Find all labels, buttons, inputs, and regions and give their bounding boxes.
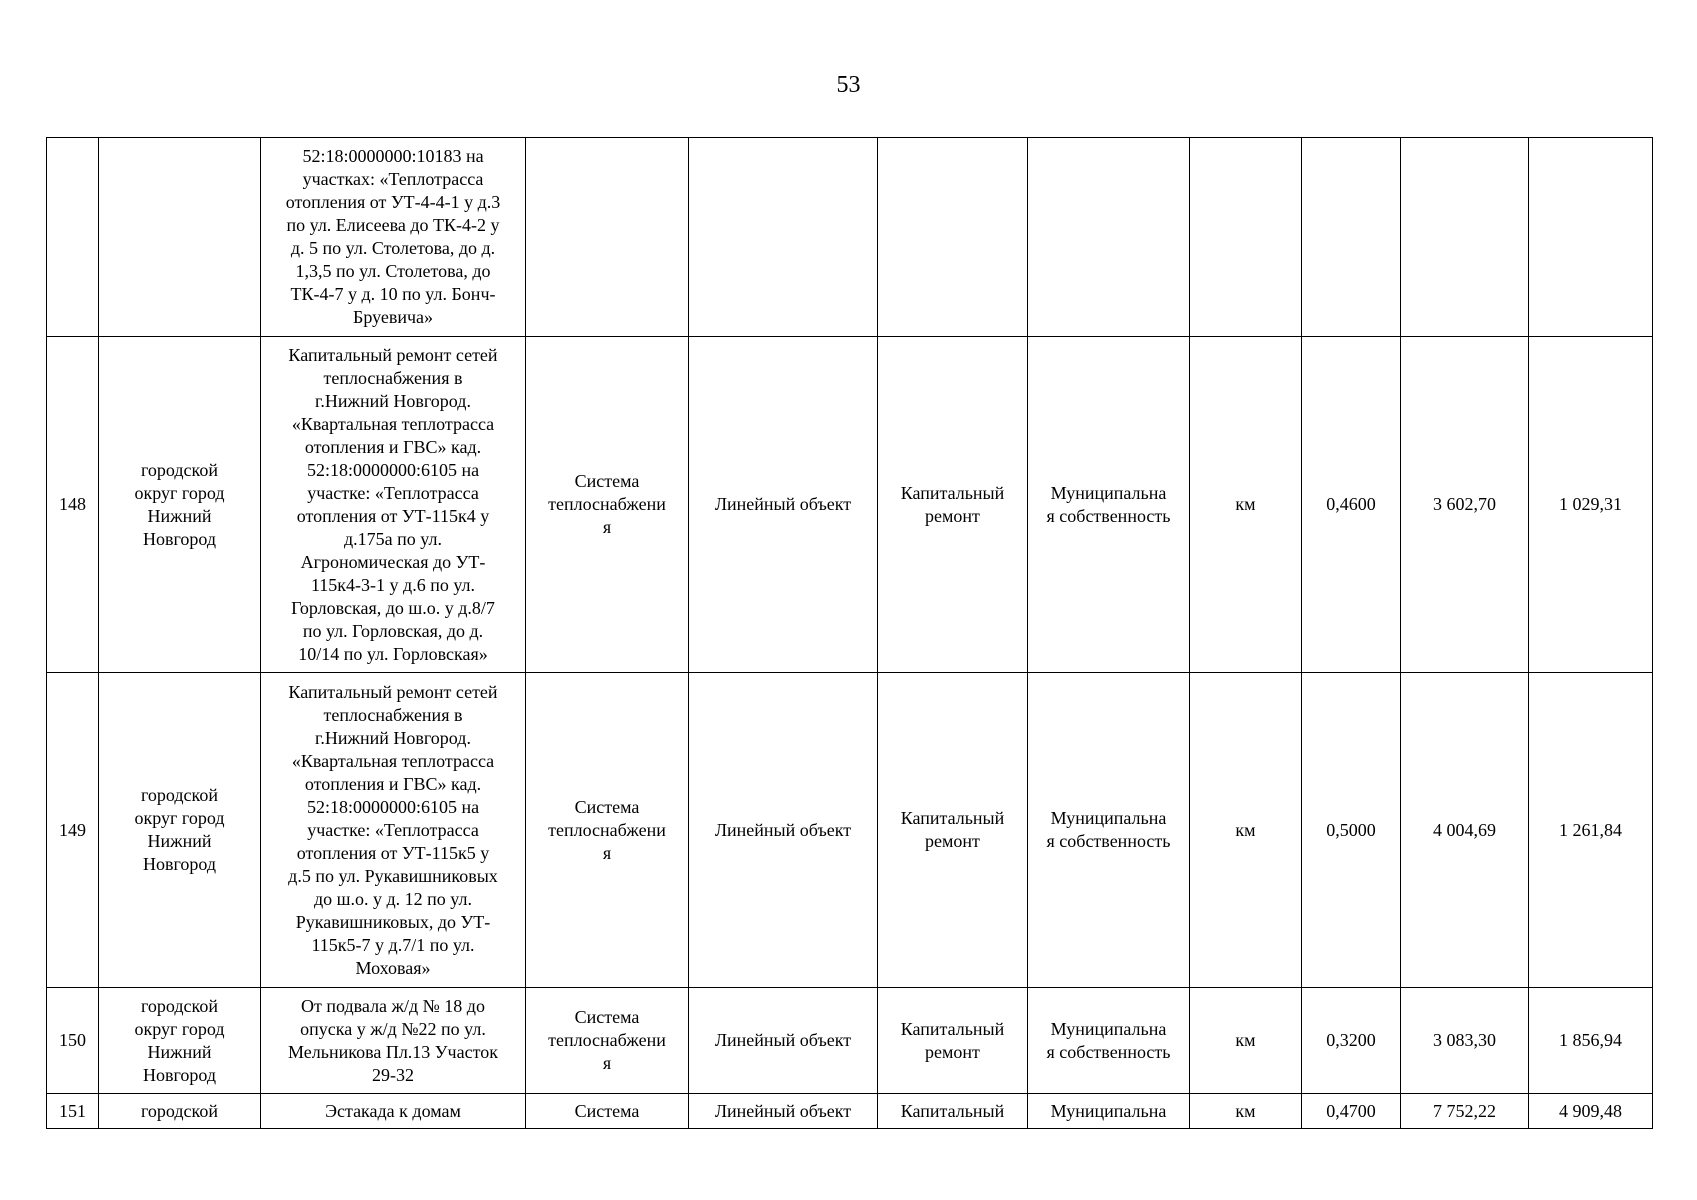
description-cell: Капитальный ремонт сетей теплоснабжения в г.Нижний Новгород. «Квартальная теплотрасса отопления и ГВС» кад. 52:18:0000000:6105 на участке: «Теплотрасса отопления от УТ-115к5 у д.5 по ул. Рукавишниковых до ш.о. у д. 12 по ул. Рукавишниковых, до УТ- 115к5-7 у д.7/1 по ул. Моховая»	[261, 673, 526, 988]
ownership-cell	[1028, 138, 1190, 337]
cost-cell: 1 029,31	[1529, 337, 1653, 673]
description-cell: Капитальный ремонт сетей теплоснабжения в г.Нижний Новгород. «Квартальная теплотрасса отопления и ГВС» кад. 52:18:0000000:6105 на участке: «Теплотрасса отопления от УТ-115к4 у д.175а по ул. Агрономическая до УТ- 115к4-3-1 у д.6 по ул. Горловская, до ш.о. у д.8/7 по ул. Горловская, до д. 10/14 по ул. Горловская»	[261, 337, 526, 673]
cost-cell: 3 602,70	[1401, 337, 1529, 673]
table-row	[47, 1094, 1653, 1129]
row-number: 148	[47, 337, 99, 673]
territory-cell: городской округ город Нижний Новгород	[99, 673, 261, 988]
row-number: 149	[47, 673, 99, 988]
unit-cell: км	[1190, 988, 1302, 1094]
system-cell: Система теплоснабжени я	[526, 337, 689, 673]
table-row	[47, 337, 1653, 673]
cost-cell: 1 856,94	[1529, 988, 1653, 1094]
ownership-cell: Муниципальна	[1028, 1094, 1190, 1129]
system-cell	[526, 138, 689, 337]
ownership-cell: Муниципальна я собственность	[1028, 337, 1190, 673]
territory-cell: городской	[99, 1094, 261, 1129]
object-type-cell	[689, 138, 878, 337]
work-type-cell	[878, 138, 1028, 337]
table-row	[47, 673, 1653, 988]
row-number	[47, 138, 99, 337]
page-number: 53	[836, 72, 861, 98]
work-type-cell: Капитальный ремонт	[878, 337, 1028, 673]
cost-cell: 4 004,69	[1401, 673, 1529, 988]
work-type-cell: Капитальный	[878, 1094, 1028, 1129]
quantity-cell: 0,5000	[1302, 673, 1401, 988]
objects-table	[46, 137, 1653, 1129]
unit-cell	[1190, 138, 1302, 337]
work-type-cell: Капитальный ремонт	[878, 673, 1028, 988]
table-row	[47, 138, 1653, 337]
quantity-cell: 0,4600	[1302, 337, 1401, 673]
system-cell: Система теплоснабжени я	[526, 673, 689, 988]
ownership-cell: Муниципальна я собственность	[1028, 673, 1190, 988]
object-type-cell: Линейный объект	[689, 337, 878, 673]
cost-cell: 3 083,30	[1401, 988, 1529, 1094]
description-cell: От подвала ж/д № 18 до опуска у ж/д №22 по ул. Мельникова Пл.13 Участок 29-32	[261, 988, 526, 1094]
system-cell: Система	[526, 1094, 689, 1129]
row-number: 151	[47, 1094, 99, 1129]
work-type-cell: Капитальный ремонт	[878, 988, 1028, 1094]
unit-cell: км	[1190, 673, 1302, 988]
territory-cell: городской округ город Нижний Новгород	[99, 988, 261, 1094]
unit-cell: км	[1190, 1094, 1302, 1129]
cost-cell	[1529, 138, 1653, 337]
cost-cell	[1401, 138, 1529, 337]
object-type-cell: Линейный объект	[689, 673, 878, 988]
territory-cell: городской округ город Нижний Новгород	[99, 337, 261, 673]
cost-cell: 4 909,48	[1529, 1094, 1653, 1129]
quantity-cell: 0,3200	[1302, 988, 1401, 1094]
table-row	[47, 988, 1653, 1094]
quantity-cell: 0,4700	[1302, 1094, 1401, 1129]
quantity-cell	[1302, 138, 1401, 337]
system-cell: Система теплоснабжени я	[526, 988, 689, 1094]
unit-cell: км	[1190, 337, 1302, 673]
ownership-cell: Муниципальна я собственность	[1028, 988, 1190, 1094]
description-cell: Эстакада к домам	[261, 1094, 526, 1129]
cost-cell: 7 752,22	[1401, 1094, 1529, 1129]
object-type-cell: Линейный объект	[689, 1094, 878, 1129]
cost-cell: 1 261,84	[1529, 673, 1653, 988]
territory-cell	[99, 138, 261, 337]
object-type-cell: Линейный объект	[689, 988, 878, 1094]
description-cell: 52:18:0000000:10183 на участках: «Теплотрасса отопления от УТ-4-4-1 у д.3 по ул. Елисеева до ТК-4-2 у д. 5 по ул. Столетова, до д. 1,3,5 по ул. Столетова, до ТК-4-7 у д. 10 по ул. Бонч- Бруевича»	[261, 138, 526, 337]
row-number: 150	[47, 988, 99, 1094]
